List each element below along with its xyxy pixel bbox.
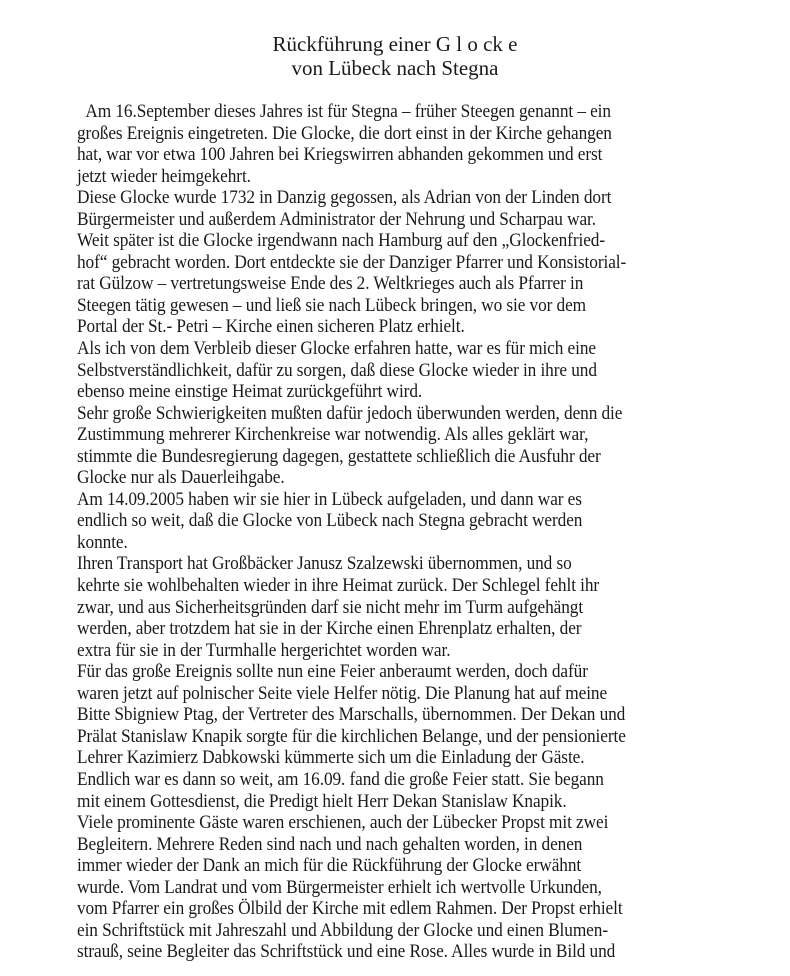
title-line-1: Rückführung einer G l o ck e — [272, 32, 518, 56]
text-line: Zustimmung mehrerer Kirchenkreise war notwendig. Als alles geklärt war, — [77, 424, 589, 446]
text-line: Begleitern. Mehrere Reden sind nach und nach gehalten worden, in denen — [77, 833, 583, 855]
text-line: Portal der St.- Petri – Kirche einen sicheren Platz erhielt. — [77, 316, 465, 338]
text-line: Steegen tätig gewesen – und ließ sie nach Lübeck bringen, wo sie vor dem — [77, 294, 587, 316]
text-line: Glocke nur als Dauerleihgabe. — [77, 467, 285, 489]
text-line: Bürgermeister und außerdem Administrator der Nehrung und Scharpau war. — [77, 208, 597, 230]
text-line: stimmte die Bundesregierung dagegen, gestattete schließlich die Ausfuhr der — [77, 445, 601, 467]
text-line: waren jetzt auf polnischer Seite viele Helfer nötig. Die Planung hat auf meine — [77, 682, 608, 704]
text-line: werden, aber trotzdem hat sie in der Kirche einen Ehrenplatz erhalten, der — [77, 618, 582, 640]
text-line: ebenso meine einstige Heimat zurückgeführt wird. — [77, 381, 423, 403]
text-line: mit einem Gottesdienst, die Predigt hielt Herr Dekan Stanislaw Knapik. — [77, 790, 567, 812]
text-line: wurde. Vom Landrat und vom Bürgermeister erhielt ich wertvolle Urkunden, — [77, 876, 602, 898]
text-line: Prälat Stanislaw Knapik sorgte für die kirchlichen Belange, und der pensionierte — [77, 725, 626, 747]
text-line: vom Pfarrer ein großes Ölbild der Kirche mit edlem Rahmen. Der Propst erhielt — [77, 898, 623, 920]
text-line: zwar, und aus Sicherheitsgründen darf sie nicht mehr im Turm aufgehängt — [77, 596, 584, 618]
text-line: konnte. — [77, 531, 128, 553]
text-line: Endlich war es dann so weit, am 16.09. fand die große Feier statt. Sie begann — [77, 768, 604, 790]
text-line: Am 16.September dieses Jahres ist für Stegna – früher Steegen genannt – ein — [85, 101, 611, 122]
document-body — [77, 101, 767, 963]
text-line: ein Schriftstück mit Jahreszahl und Abbildung der Glocke und einen Blumen- — [77, 919, 608, 941]
text-line: endlich so weit, daß die Glocke von Lübeck nach Stegna gebracht werden — [77, 510, 583, 532]
text-line: Weit später ist die Glocke irgendwann nach Hamburg auf den „Glockenfried- — [77, 230, 606, 252]
document-title — [0, 32, 790, 80]
text-line: Am 14.09.2005 haben wir sie hier in Lübeck aufgeladen, und dann war es — [77, 488, 582, 510]
text-line: Als ich von dem Verbleib dieser Glocke erfahren hatte, war es für mich eine — [77, 338, 596, 360]
text-line: Selbstverständlichkeit, dafür zu sorgen, daß diese Glocke wieder in ihre und — [77, 359, 597, 381]
text-line: großes Ereignis eingetreten. Die Glocke, die dort einst in der Kirche gehangen — [77, 122, 612, 144]
text-line: Lehrer Kazimierz Dabkowski kümmerte sich um die Einladung der Gäste. — [77, 747, 585, 769]
text-line: hof“ gebracht worden. Dort entdeckte sie der Danziger Pfarrer und Konsistorial- — [77, 251, 627, 273]
text-line: kehrte sie wohlbehalten wieder in ihre Heimat zurück. Der Schlegel fehlt ihr — [77, 575, 600, 597]
text-line: Bitte Sbigniew Ptag, der Vertreter des Marschalls, übernommen. Der Dekan und — [77, 704, 626, 726]
text-line: Viele prominente Gäste waren erschienen, auch der Lübecker Propst mit zwei — [77, 812, 609, 834]
text-line: Ihren Transport hat Großbäcker Janusz Szalzewski übernommen, und so — [77, 553, 572, 575]
text-line: Für das große Ereignis sollte nun eine Feier anberaumt werden, doch dafür — [77, 661, 588, 683]
text-line: extra für sie in der Turmhalle hergerichtet worden war. — [77, 639, 451, 661]
text-line: immer wieder der Dank an mich für die Rückführung der Glocke erwähnt — [77, 855, 582, 877]
text-line: jetzt wieder heimgekehrt. — [77, 165, 251, 187]
text-line: Diese Glocke wurde 1732 in Danzig gegossen, als Adrian von der Linden dort — [77, 187, 612, 209]
text-line: Sehr große Schwierigkeiten mußten dafür jedoch überwunden werden, denn die — [77, 402, 623, 424]
text-line: hat, war vor etwa 100 Jahren bei Kriegswirren abhanden gekommen und erst — [77, 144, 603, 166]
text-line: rat Gülzow – vertretungsweise Ende des 2. Weltkrieges auch als Pfarrer in — [77, 273, 584, 295]
title-line-2: von Lübeck nach Stegna — [291, 56, 499, 80]
text-line: strauß, seine Begleiter das Schriftstück und eine Rose. Alles wurde in Bild und — [77, 941, 616, 963]
